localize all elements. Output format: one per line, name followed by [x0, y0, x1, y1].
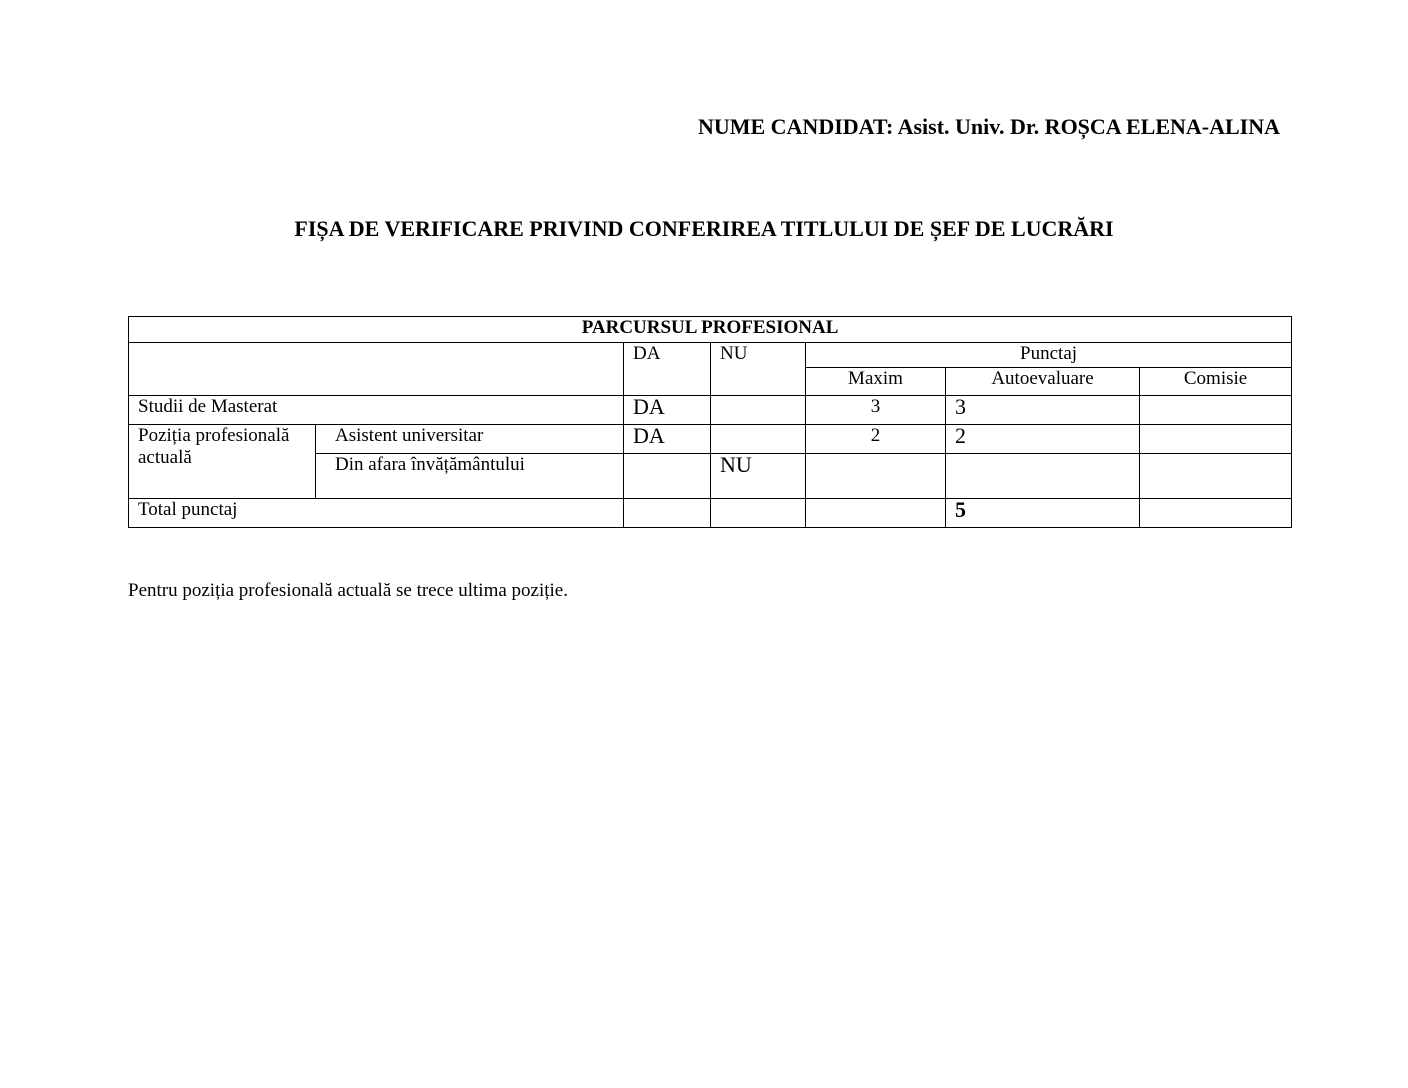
asistent-comisie: [1140, 425, 1292, 454]
total-autoevaluare: 5: [946, 499, 1140, 528]
row-label-total: Total punctaj: [129, 499, 624, 528]
asistent-autoevaluare: 2: [946, 425, 1140, 454]
document-title: FIȘA DE VERIFICARE PRIVIND CONFERIREA TITLULUI DE ȘEF DE LUCRĂRI: [294, 216, 1114, 241]
professional-path-table: [128, 316, 1292, 528]
total-maxim: [806, 499, 946, 528]
table-caption-row: [129, 317, 1292, 343]
row-label-masterat: Studii de Masterat: [129, 396, 624, 425]
total-nu: [711, 499, 806, 528]
afara-da: [624, 454, 711, 499]
table-row-total: [129, 499, 1292, 528]
asistent-da: DA: [624, 425, 711, 454]
header-comisie: Comisie: [1140, 368, 1292, 396]
table-header-row: [129, 343, 1292, 368]
masterat-nu: [711, 396, 806, 425]
total-comisie: [1140, 499, 1292, 528]
table-row-asistent: [129, 425, 1292, 454]
asistent-maxim: 2: [806, 425, 946, 454]
masterat-maxim: 3: [806, 396, 946, 425]
masterat-autoevaluare: 3: [946, 396, 1140, 425]
afara-maxim: [806, 454, 946, 499]
candidate-name-line: [698, 114, 1280, 140]
table-row-masterat: [129, 396, 1292, 425]
afara-nu: NU: [711, 454, 806, 499]
candidate-name: Asist. Univ. Dr. ROȘCA ELENA-ALINA: [897, 114, 1280, 139]
masterat-comisie: [1140, 396, 1292, 425]
header-empty-cell: [129, 343, 624, 396]
afara-autoevaluare: [946, 454, 1140, 499]
row-label-pozitie: Poziția profesională actuală: [129, 425, 316, 499]
header-punctaj: Punctaj: [806, 343, 1292, 368]
header-da: DA: [624, 343, 711, 396]
row-label-asistent: Asistent universitar: [316, 425, 624, 454]
header-maxim: Maxim: [806, 368, 946, 396]
afara-comisie: [1140, 454, 1292, 499]
candidate-label: NUME CANDIDAT:: [697, 114, 894, 139]
table-caption: PARCURSUL PROFESIONAL: [129, 317, 1292, 343]
asistent-nu: [711, 425, 806, 454]
total-da: [624, 499, 711, 528]
header-autoevaluare: Autoevaluare: [946, 368, 1140, 396]
header-nu: NU: [711, 343, 806, 396]
footnote: Pentru poziția profesională actuală se trece ultima poziție.: [128, 580, 568, 601]
masterat-da: DA: [624, 396, 711, 425]
row-label-afara: Din afara învățământului: [316, 454, 624, 499]
